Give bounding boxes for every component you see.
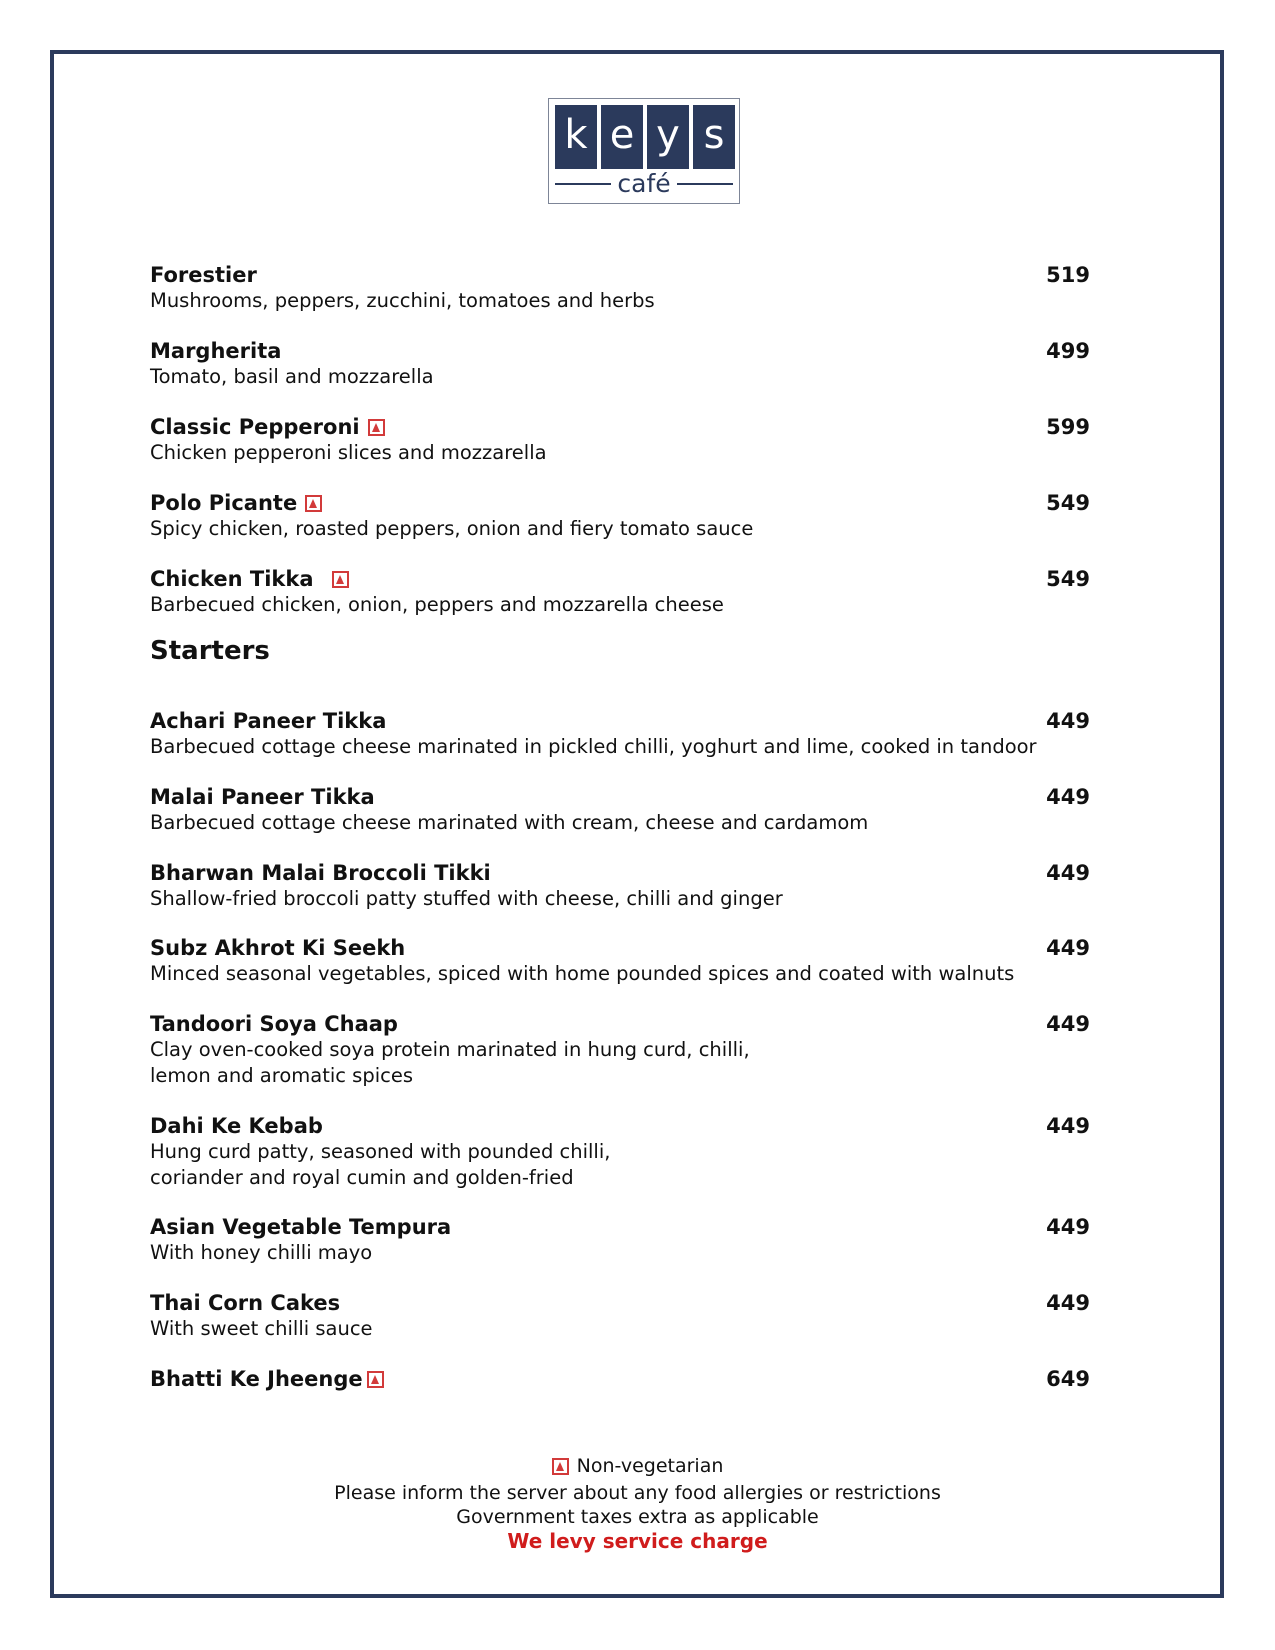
logo-letter: y bbox=[647, 105, 689, 169]
logo-letter: s bbox=[693, 105, 735, 169]
item-description: Hung curd patty, seasoned with pounded chilli, coriander and royal cumin and golden-fried bbox=[150, 1140, 611, 1189]
item-name: Chicken Tikka bbox=[150, 566, 349, 592]
item-name: Tandoori Soya Chaap bbox=[150, 1012, 398, 1036]
item-price: 499 bbox=[1046, 339, 1090, 363]
item-name: Achari Paneer Tikka bbox=[150, 709, 387, 733]
item-description: Minced seasonal vegetables, spiced with home pounded spices and coated with walnuts bbox=[150, 962, 1015, 985]
item-price: 449 bbox=[1046, 936, 1090, 960]
legend-label: Non-vegetarian bbox=[576, 1455, 724, 1477]
item-price: 449 bbox=[1046, 709, 1090, 733]
item-price: 449 bbox=[1046, 1012, 1090, 1036]
item-description: With honey chilli mayo bbox=[150, 1241, 373, 1264]
menu-item bbox=[150, 490, 1090, 542]
item-price: 599 bbox=[1046, 415, 1090, 439]
logo-letter: k bbox=[555, 105, 597, 169]
item-description: Spicy chicken, roasted peppers, onion and fiery tomato sauce bbox=[150, 517, 754, 540]
logo-letter-tiles bbox=[555, 105, 735, 169]
keys-cafe-logo bbox=[548, 98, 740, 204]
menu-item bbox=[150, 708, 1090, 760]
item-name: Bharwan Malai Broccoli Tikki bbox=[150, 861, 491, 885]
menu-item bbox=[150, 935, 1090, 987]
item-name: Bhatti Ke Jheenge bbox=[150, 1366, 384, 1392]
non-veg-icon bbox=[305, 495, 322, 512]
non-veg-icon bbox=[368, 419, 385, 436]
item-price: 549 bbox=[1046, 491, 1090, 515]
menu-item bbox=[150, 1011, 1090, 1089]
item-description: Barbecued cottage cheese marinated in pickled chilli, yoghurt and lime, cooked in tandoor bbox=[150, 735, 1037, 758]
allergy-note: Please inform the server about any food allergies or restrictions bbox=[334, 1481, 941, 1504]
item-description: With sweet chilli sauce bbox=[150, 1317, 373, 1340]
item-name: Margherita bbox=[150, 339, 282, 363]
logo-subtitle: café bbox=[617, 169, 671, 198]
item-description: Clay oven-cooked soya protein marinated in hung curd, chilli, lemon and aromatic spices bbox=[150, 1038, 750, 1087]
section-title-starters: Starters bbox=[150, 636, 270, 666]
item-price: 649 bbox=[1046, 1367, 1090, 1391]
non-veg-icon bbox=[552, 1458, 569, 1475]
item-price: 449 bbox=[1046, 1291, 1090, 1315]
item-description: Chicken pepperoni slices and mozzarella bbox=[150, 441, 547, 464]
logo-letter: e bbox=[601, 105, 643, 169]
item-price: 449 bbox=[1046, 861, 1090, 885]
item-price: 449 bbox=[1046, 1114, 1090, 1138]
item-name: Polo Picante bbox=[150, 490, 322, 516]
item-price: 549 bbox=[1046, 567, 1090, 591]
menu-item bbox=[150, 414, 1090, 466]
item-description: Tomato, basil and mozzarella bbox=[150, 365, 434, 388]
menu-item bbox=[150, 1113, 1090, 1191]
item-name: Malai Paneer Tikka bbox=[150, 785, 375, 809]
menu-item bbox=[150, 262, 1090, 314]
tax-note: Government taxes extra as applicable bbox=[456, 1505, 819, 1528]
item-description: Mushrooms, peppers, zucchini, tomatoes and herbs bbox=[150, 289, 655, 312]
item-name: Classic Pepperoni bbox=[150, 414, 385, 440]
item-description: Shallow-fried broccoli patty stuffed with cheese, chilli and ginger bbox=[150, 887, 783, 910]
item-name: Asian Vegetable Tempura bbox=[150, 1215, 452, 1239]
non-veg-legend bbox=[552, 1454, 724, 1478]
menu-item bbox=[150, 338, 1090, 390]
item-name: Forestier bbox=[150, 263, 257, 287]
menu-item bbox=[150, 566, 1090, 618]
logo-subtitle-row bbox=[555, 169, 733, 199]
non-veg-icon bbox=[367, 1371, 384, 1388]
item-price: 519 bbox=[1046, 263, 1090, 287]
logo-rule-right bbox=[677, 183, 733, 185]
item-name: Subz Akhrot Ki Seekh bbox=[150, 936, 406, 960]
menu-item bbox=[150, 1214, 1090, 1266]
item-name: Thai Corn Cakes bbox=[150, 1291, 341, 1315]
non-veg-icon bbox=[332, 571, 349, 588]
menu-item bbox=[150, 784, 1090, 836]
menu-item bbox=[150, 860, 1090, 912]
service-charge-note: We levy service charge bbox=[507, 1528, 768, 1553]
item-description: Barbecued chicken, onion, peppers and mozzarella cheese bbox=[150, 593, 724, 616]
item-name: Dahi Ke Kebab bbox=[150, 1114, 323, 1138]
item-description: Barbecued cottage cheese marinated with cream, cheese and cardamom bbox=[150, 811, 869, 834]
menu-footer bbox=[0, 1454, 1275, 1553]
menu-item bbox=[150, 1366, 1090, 1392]
item-price: 449 bbox=[1046, 1215, 1090, 1239]
menu-item bbox=[150, 1290, 1090, 1342]
logo-rule-left bbox=[555, 183, 611, 185]
item-price: 449 bbox=[1046, 785, 1090, 809]
